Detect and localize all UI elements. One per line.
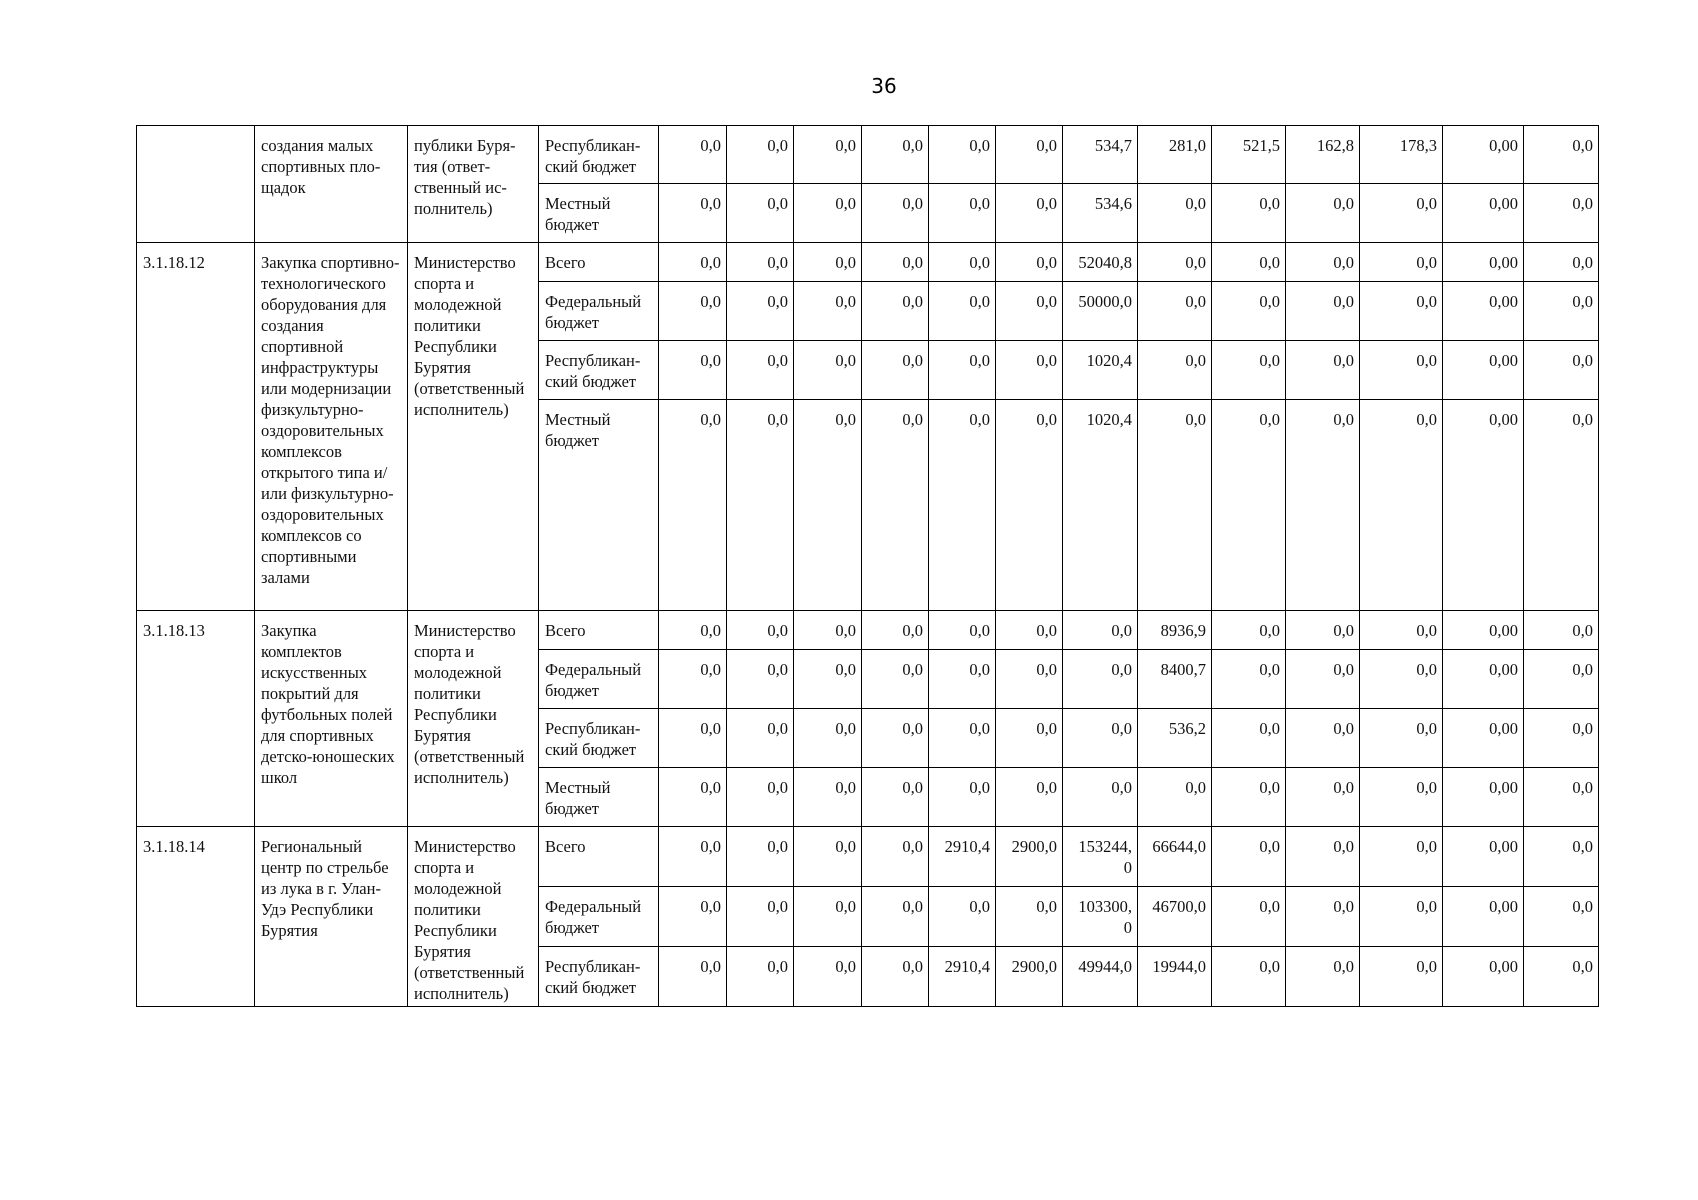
amount-cell: 0,0 bbox=[1212, 243, 1286, 282]
page-number: 36 bbox=[871, 74, 897, 98]
amount-cell: 0,0 bbox=[929, 400, 996, 611]
amount-cell: 0,0 bbox=[1524, 282, 1599, 341]
amount-cell: 0,0 bbox=[929, 650, 996, 709]
amount-cell: 0,0 bbox=[794, 709, 862, 768]
amount-cell: 0,0 bbox=[929, 126, 996, 184]
amount-cell: 0,0 bbox=[1286, 709, 1360, 768]
amount-cell: 0,0 bbox=[727, 400, 794, 611]
amount-cell: 0,0 bbox=[794, 887, 862, 947]
amount-cell: 0,0 bbox=[1360, 887, 1443, 947]
amount-cell: 0,0 bbox=[1286, 243, 1360, 282]
amount-cell: 0,0 bbox=[1524, 947, 1599, 1007]
amount-cell: 0,00 bbox=[1443, 341, 1524, 400]
amount-cell: 0,0 bbox=[659, 341, 727, 400]
amount-cell: 0,0 bbox=[996, 650, 1063, 709]
amount-cell: 2900,0 bbox=[996, 827, 1063, 887]
amount-cell: 0,0 bbox=[659, 282, 727, 341]
amount-cell: 0,0 bbox=[862, 947, 929, 1007]
amount-cell: 0,0 bbox=[1212, 709, 1286, 768]
row-title: Закупка спортивно-технологического оборудования для создания спортивной инфраструктуры или модернизации физкультурно-оздоровительных комплексов открытого типа и/или физкультурно-оздоровительных комплексов со спортивными залами bbox=[255, 243, 408, 611]
amount-cell: 0,0 bbox=[996, 243, 1063, 282]
amount-cell: 0,0 bbox=[929, 184, 996, 243]
row-title: Закупка комплектов искусственных покрытий для футбольных полей для спортивных детско-юношеских школ bbox=[255, 611, 408, 827]
amount-cell: 0,0 bbox=[996, 768, 1063, 827]
amount-cell: 1020,4 bbox=[1063, 341, 1138, 400]
amount-cell: 0,00 bbox=[1443, 827, 1524, 887]
row-title: Региональный центр по стрельбе из лука в г. Улан-Удэ Республики Бурятия bbox=[255, 827, 408, 1007]
amount-cell: 0,0 bbox=[727, 887, 794, 947]
amount-cell: 0,0 bbox=[929, 243, 996, 282]
budget-table bbox=[136, 125, 1599, 1007]
amount-cell: 0,0 bbox=[1286, 282, 1360, 341]
amount-cell: 8400,7 bbox=[1138, 650, 1212, 709]
amount-cell: 0,0 bbox=[1138, 282, 1212, 341]
amount-cell: 0,0 bbox=[1063, 650, 1138, 709]
row-code: 3.1.18.12 bbox=[137, 243, 255, 611]
amount-cell: 536,2 bbox=[1138, 709, 1212, 768]
amount-cell: 0,00 bbox=[1443, 768, 1524, 827]
amount-cell: 66644,0 bbox=[1138, 827, 1212, 887]
amount-cell: 0,0 bbox=[1360, 341, 1443, 400]
funding-source: Федеральный бюджет bbox=[539, 650, 659, 709]
amount-cell: 0,0 bbox=[929, 341, 996, 400]
funding-source: Федеральный бюджет bbox=[539, 282, 659, 341]
amount-cell: 0,0 bbox=[1212, 400, 1286, 611]
amount-cell: 0,0 bbox=[794, 341, 862, 400]
amount-cell: 0,0 bbox=[1360, 184, 1443, 243]
amount-cell: 0,0 bbox=[794, 768, 862, 827]
amount-cell: 0,0 bbox=[1063, 709, 1138, 768]
amount-cell: 153244, 0 bbox=[1063, 827, 1138, 887]
amount-cell: 0,0 bbox=[1212, 768, 1286, 827]
amount-cell: 281,0 bbox=[1138, 126, 1212, 184]
amount-cell: 0,0 bbox=[1063, 768, 1138, 827]
amount-cell: 0,0 bbox=[659, 400, 727, 611]
amount-cell: 0,0 bbox=[659, 768, 727, 827]
amount-cell: 0,0 bbox=[1138, 400, 1212, 611]
amount-cell: 0,0 bbox=[1212, 341, 1286, 400]
funding-source: Республиканский бюджет bbox=[539, 341, 659, 400]
amount-cell: 0,0 bbox=[794, 827, 862, 887]
amount-cell: 0,00 bbox=[1443, 184, 1524, 243]
amount-cell: 0,0 bbox=[862, 126, 929, 184]
amount-cell: 0,0 bbox=[659, 827, 727, 887]
amount-cell: 0,0 bbox=[996, 126, 1063, 184]
amount-cell: 0,0 bbox=[996, 709, 1063, 768]
amount-cell: 0,0 bbox=[862, 650, 929, 709]
amount-cell: 0,0 bbox=[1212, 887, 1286, 947]
amount-cell: 0,0 bbox=[862, 243, 929, 282]
table-row bbox=[137, 827, 1599, 887]
amount-cell: 0,0 bbox=[1524, 341, 1599, 400]
amount-cell: 0,0 bbox=[1524, 184, 1599, 243]
amount-cell: 0,0 bbox=[727, 947, 794, 1007]
amount-cell: 0,0 bbox=[1286, 611, 1360, 650]
amount-cell: 0,0 bbox=[1360, 827, 1443, 887]
amount-cell: 0,00 bbox=[1443, 126, 1524, 184]
amount-cell: 0,0 bbox=[1138, 768, 1212, 827]
amount-cell: 0,0 bbox=[862, 709, 929, 768]
amount-cell: 0,0 bbox=[659, 611, 727, 650]
amount-cell: 0,0 bbox=[1138, 341, 1212, 400]
row-code bbox=[137, 126, 255, 243]
funding-source: Всего bbox=[539, 611, 659, 650]
amount-cell: 178,3 bbox=[1360, 126, 1443, 184]
amount-cell: 1020,4 bbox=[1063, 400, 1138, 611]
amount-cell: 0,0 bbox=[659, 126, 727, 184]
amount-cell: 0,0 bbox=[996, 184, 1063, 243]
funding-source: Республиканский бюджет bbox=[539, 709, 659, 768]
amount-cell: 0,0 bbox=[862, 184, 929, 243]
funding-source: Местный бюджет bbox=[539, 184, 659, 243]
amount-cell: 0,0 bbox=[1524, 126, 1599, 184]
amount-cell: 0,0 bbox=[1360, 768, 1443, 827]
amount-cell: 0,00 bbox=[1443, 400, 1524, 611]
funding-source: Республиканский бюджет bbox=[539, 126, 659, 184]
amount-cell: 0,0 bbox=[1286, 400, 1360, 611]
amount-cell: 0,0 bbox=[794, 947, 862, 1007]
amount-cell: 0,0 bbox=[659, 947, 727, 1007]
amount-cell: 0,0 bbox=[996, 282, 1063, 341]
amount-cell: 0,0 bbox=[1524, 650, 1599, 709]
amount-cell: 0,0 bbox=[1286, 887, 1360, 947]
amount-cell: 0,0 bbox=[1524, 887, 1599, 947]
amount-cell: 0,0 bbox=[929, 887, 996, 947]
amount-cell: 46700,0 bbox=[1138, 887, 1212, 947]
amount-cell: 0,0 bbox=[996, 400, 1063, 611]
amount-cell: 0,0 bbox=[862, 282, 929, 341]
amount-cell: 162,8 bbox=[1286, 126, 1360, 184]
funding-source: Всего bbox=[539, 243, 659, 282]
amount-cell: 0,0 bbox=[929, 611, 996, 650]
amount-cell: 0,0 bbox=[1212, 650, 1286, 709]
amount-cell: 0,0 bbox=[1360, 650, 1443, 709]
amount-cell: 0,00 bbox=[1443, 709, 1524, 768]
table-row bbox=[137, 126, 1599, 184]
amount-cell: 0,0 bbox=[794, 650, 862, 709]
amount-cell: 0,0 bbox=[727, 341, 794, 400]
amount-cell: 0,0 bbox=[929, 709, 996, 768]
amount-cell: 0,00 bbox=[1443, 282, 1524, 341]
amount-cell: 52040,8 bbox=[1063, 243, 1138, 282]
amount-cell: 0,0 bbox=[727, 184, 794, 243]
row-executor: публики Бурятия (ответственный исполнитель) bbox=[408, 126, 539, 243]
amount-cell: 0,0 bbox=[996, 341, 1063, 400]
amount-cell: 0,0 bbox=[659, 709, 727, 768]
amount-cell: 0,0 bbox=[862, 827, 929, 887]
amount-cell: 521,5 bbox=[1212, 126, 1286, 184]
amount-cell: 0,0 bbox=[1138, 184, 1212, 243]
amount-cell: 0,0 bbox=[727, 650, 794, 709]
amount-cell: 0,0 bbox=[1212, 611, 1286, 650]
amount-cell: 0,0 bbox=[862, 611, 929, 650]
amount-cell: 0,0 bbox=[727, 611, 794, 650]
amount-cell: 0,0 bbox=[659, 887, 727, 947]
amount-cell: 0,0 bbox=[794, 282, 862, 341]
amount-cell: 0,00 bbox=[1443, 243, 1524, 282]
amount-cell: 0,0 bbox=[727, 827, 794, 887]
amount-cell: 0,0 bbox=[996, 611, 1063, 650]
funding-source: Федеральный бюджет bbox=[539, 887, 659, 947]
row-executor: Министерство спорта и молодежной политики Республики Бурятия (ответственный исполнитель) bbox=[408, 243, 539, 611]
amount-cell: 50000,0 bbox=[1063, 282, 1138, 341]
amount-cell: 0,0 bbox=[659, 184, 727, 243]
amount-cell: 0,0 bbox=[1212, 184, 1286, 243]
row-title: создания малых спортивных площадок bbox=[255, 126, 408, 243]
amount-cell: 0,0 bbox=[794, 243, 862, 282]
amount-cell: 0,0 bbox=[862, 341, 929, 400]
row-code: 3.1.18.13 bbox=[137, 611, 255, 827]
funding-source: Всего bbox=[539, 827, 659, 887]
amount-cell: 0,0 bbox=[1360, 400, 1443, 611]
row-executor: Министерство спорта и молодежной политики Республики Бурятия (ответственный исполнитель) bbox=[408, 827, 539, 1007]
amount-cell: 0,0 bbox=[794, 400, 862, 611]
amount-cell: 0,0 bbox=[929, 282, 996, 341]
amount-cell: 0,0 bbox=[727, 709, 794, 768]
amount-cell: 0,0 bbox=[862, 887, 929, 947]
amount-cell: 49944,0 bbox=[1063, 947, 1138, 1007]
amount-cell: 0,0 bbox=[1063, 611, 1138, 650]
amount-cell: 0,00 bbox=[1443, 887, 1524, 947]
amount-cell: 0,0 bbox=[1286, 184, 1360, 243]
amount-cell: 0,0 bbox=[1286, 768, 1360, 827]
amount-cell: 0,0 bbox=[1212, 827, 1286, 887]
amount-cell: 0,0 bbox=[794, 611, 862, 650]
amount-cell: 0,0 bbox=[1524, 243, 1599, 282]
amount-cell: 0,0 bbox=[1360, 709, 1443, 768]
funding-source: Местный бюджет bbox=[539, 768, 659, 827]
amount-cell: 534,7 bbox=[1063, 126, 1138, 184]
amount-cell: 0,0 bbox=[1286, 827, 1360, 887]
amount-cell: 0,0 bbox=[794, 184, 862, 243]
amount-cell: 0,0 bbox=[727, 243, 794, 282]
amount-cell: 2900,0 bbox=[996, 947, 1063, 1007]
funding-source: Республиканский бюджет bbox=[539, 947, 659, 1007]
amount-cell: 2910,4 bbox=[929, 827, 996, 887]
amount-cell: 0,00 bbox=[1443, 611, 1524, 650]
amount-cell: 0,0 bbox=[1360, 282, 1443, 341]
amount-cell: 0,0 bbox=[1524, 768, 1599, 827]
row-executor: Министерство спорта и молодежной политики Республики Бурятия (ответственный исполнитель) bbox=[408, 611, 539, 827]
amount-cell: 0,0 bbox=[1360, 947, 1443, 1007]
amount-cell: 0,0 bbox=[862, 400, 929, 611]
amount-cell: 0,0 bbox=[1286, 650, 1360, 709]
amount-cell: 0,00 bbox=[1443, 650, 1524, 709]
amount-cell: 103300, 0 bbox=[1063, 887, 1138, 947]
amount-cell: 19944,0 bbox=[1138, 947, 1212, 1007]
row-code: 3.1.18.14 bbox=[137, 827, 255, 1007]
amount-cell: 0,00 bbox=[1443, 947, 1524, 1007]
amount-cell: 0,0 bbox=[1524, 400, 1599, 611]
amount-cell: 0,0 bbox=[1524, 611, 1599, 650]
amount-cell: 8936,9 bbox=[1138, 611, 1212, 650]
amount-cell: 0,0 bbox=[727, 282, 794, 341]
amount-cell: 2910,4 bbox=[929, 947, 996, 1007]
amount-cell: 0,0 bbox=[794, 126, 862, 184]
amount-cell: 0,0 bbox=[1212, 947, 1286, 1007]
amount-cell: 0,0 bbox=[659, 243, 727, 282]
amount-cell: 0,0 bbox=[1286, 341, 1360, 400]
amount-cell: 0,0 bbox=[659, 650, 727, 709]
amount-cell: 0,0 bbox=[1360, 611, 1443, 650]
amount-cell: 0,0 bbox=[727, 126, 794, 184]
amount-cell: 0,0 bbox=[1286, 947, 1360, 1007]
amount-cell: 0,0 bbox=[1360, 243, 1443, 282]
amount-cell: 0,0 bbox=[929, 768, 996, 827]
amount-cell: 0,0 bbox=[1524, 827, 1599, 887]
funding-source: Местный бюджет bbox=[539, 400, 659, 611]
amount-cell: 0,0 bbox=[1138, 243, 1212, 282]
amount-cell: 0,0 bbox=[727, 768, 794, 827]
amount-cell: 0,0 bbox=[862, 768, 929, 827]
amount-cell: 0,0 bbox=[1212, 282, 1286, 341]
amount-cell: 0,0 bbox=[996, 887, 1063, 947]
amount-cell: 0,0 bbox=[1524, 709, 1599, 768]
amount-cell: 534,6 bbox=[1063, 184, 1138, 243]
table-row bbox=[137, 611, 1599, 650]
table-row bbox=[137, 243, 1599, 282]
